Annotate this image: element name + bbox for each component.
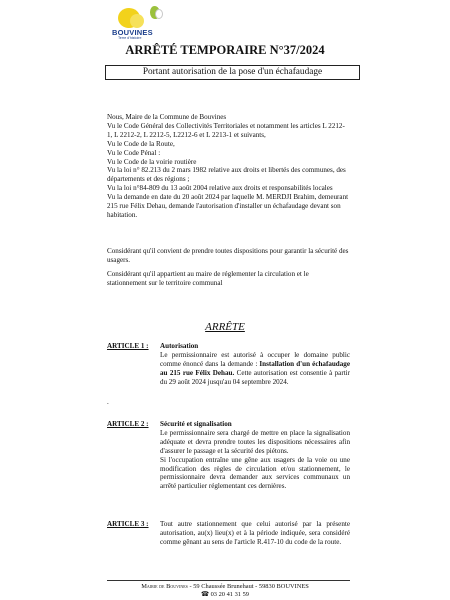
article-paragraph	[160, 351, 350, 387]
article-bold-text: Installation d'un échafaudage au 215 rue Félix Dehau.	[160, 359, 350, 377]
preamble-line: Vu la loi n°84-809 du 13 août 2004 relative aux droits et responsabilités locales	[107, 184, 333, 193]
article-content	[160, 520, 350, 547]
considerant-security: Considérant qu'il convient de prendre toutes dispositions pour garantir la sécurité des usagers.	[107, 247, 349, 264]
logo-name: BOUVINES	[112, 28, 153, 37]
article-3	[107, 520, 350, 547]
preamble-line: Vu le Code de la voirie routière	[107, 157, 197, 166]
article-label: ARTICLE 2 :	[107, 420, 149, 428]
footer-address	[0, 583, 450, 591]
footer-divider	[107, 580, 350, 581]
footer-address-rest: - 59 Chaussée Brunehaut - 59830 BOUVINES	[189, 583, 309, 590]
article-text: Cette autorisation est consentie à partir du 29 août 2024 jusqu'au 04 septembre 2024.	[160, 368, 350, 386]
footer	[0, 583, 450, 598]
article-2	[107, 420, 350, 491]
preamble-line: Nous, Maire de la Commune de Bouvines	[107, 113, 227, 121]
footer-mairie: Mairie de Bouvines	[141, 583, 188, 590]
preamble	[107, 113, 349, 220]
article-paragraph: Le permissionnaire sera chargé de mettre en place la signalisation adéquate et devra prendre toutes les dispositions nécessaires afin d'assurer le passage et la sécurité des piétons.	[160, 428, 350, 455]
article-label: ARTICLE 1 :	[107, 342, 149, 350]
preamble-line: Vu la loi n° 82.213 du 2 mars 1982 relative aux droits et libertés des communes, des départements et des régions ;	[107, 166, 346, 184]
footer-phone: 03 20 41 31 59	[210, 590, 249, 598]
preamble-line: Vu la demande en date du 20 août 2024 par laquelle M. MERDJI Brahim, demeurant 215 rue Félix Dehau, demande l'autorisation d'installer un échafaudage devant son habitation.	[107, 193, 349, 219]
telephone-icon: ☎	[201, 590, 209, 598]
article-1	[107, 342, 350, 387]
preamble-line: Vu le Code de la Route,	[107, 139, 175, 148]
document-subtitle: Portant autorisation de la pose d'un échafaudage	[105, 65, 360, 80]
preamble-line: Vu le Code Pénal :	[107, 148, 161, 157]
article-content	[160, 420, 350, 491]
article-title: Sécurité et signalisation	[160, 420, 232, 428]
logo-tagline: Terre d'histoire	[118, 36, 142, 40]
article-paragraph: Si l'occupation entraîne une gêne aux usagers de la voie ou une modification des règles de circulation et/ou stationnement, le permissionnaire devra demander aux services communaux un arrêté particulier réglementant ces dernières.	[160, 455, 350, 491]
article-label: ARTICLE 3 :	[107, 520, 149, 528]
article-content	[160, 342, 350, 387]
stray-mark: .	[107, 398, 109, 406]
considerant-traffic: Considérant qu'il appartient au maire de réglementer la circulation et le stationnement sur le territoire communal	[107, 270, 309, 287]
logo-tree-shape	[155, 9, 163, 19]
bouvines-logo	[112, 6, 172, 42]
footer-phone-line	[0, 591, 450, 599]
article-paragraph: Tout autre stationnement que celui autorisé par la présente autorisation, au(x) lieu(x) et à la période indiquée, sera considéré comme gênant au sens de l'article R.417-10 du code de la route.	[160, 520, 350, 546]
logo-yellow-shape-2	[130, 14, 144, 28]
article-title: Autorisation	[160, 342, 199, 350]
preamble-line: Vu le Code Général des Collectivités Territoriales et notamment les articles L 2212-1, L 2212-2, L 2212-5, L2212-6 et L 2213-1 et suivants,	[107, 121, 345, 139]
arrete-heading: ARRÊTE	[205, 321, 245, 333]
article-text: Le permissionnaire est autorisé à occuper le domaine public comme énoncé dans la demande :	[160, 350, 350, 368]
document-title: ARRÊTÉ TEMPORAIRE N°37/2024	[125, 43, 325, 57]
